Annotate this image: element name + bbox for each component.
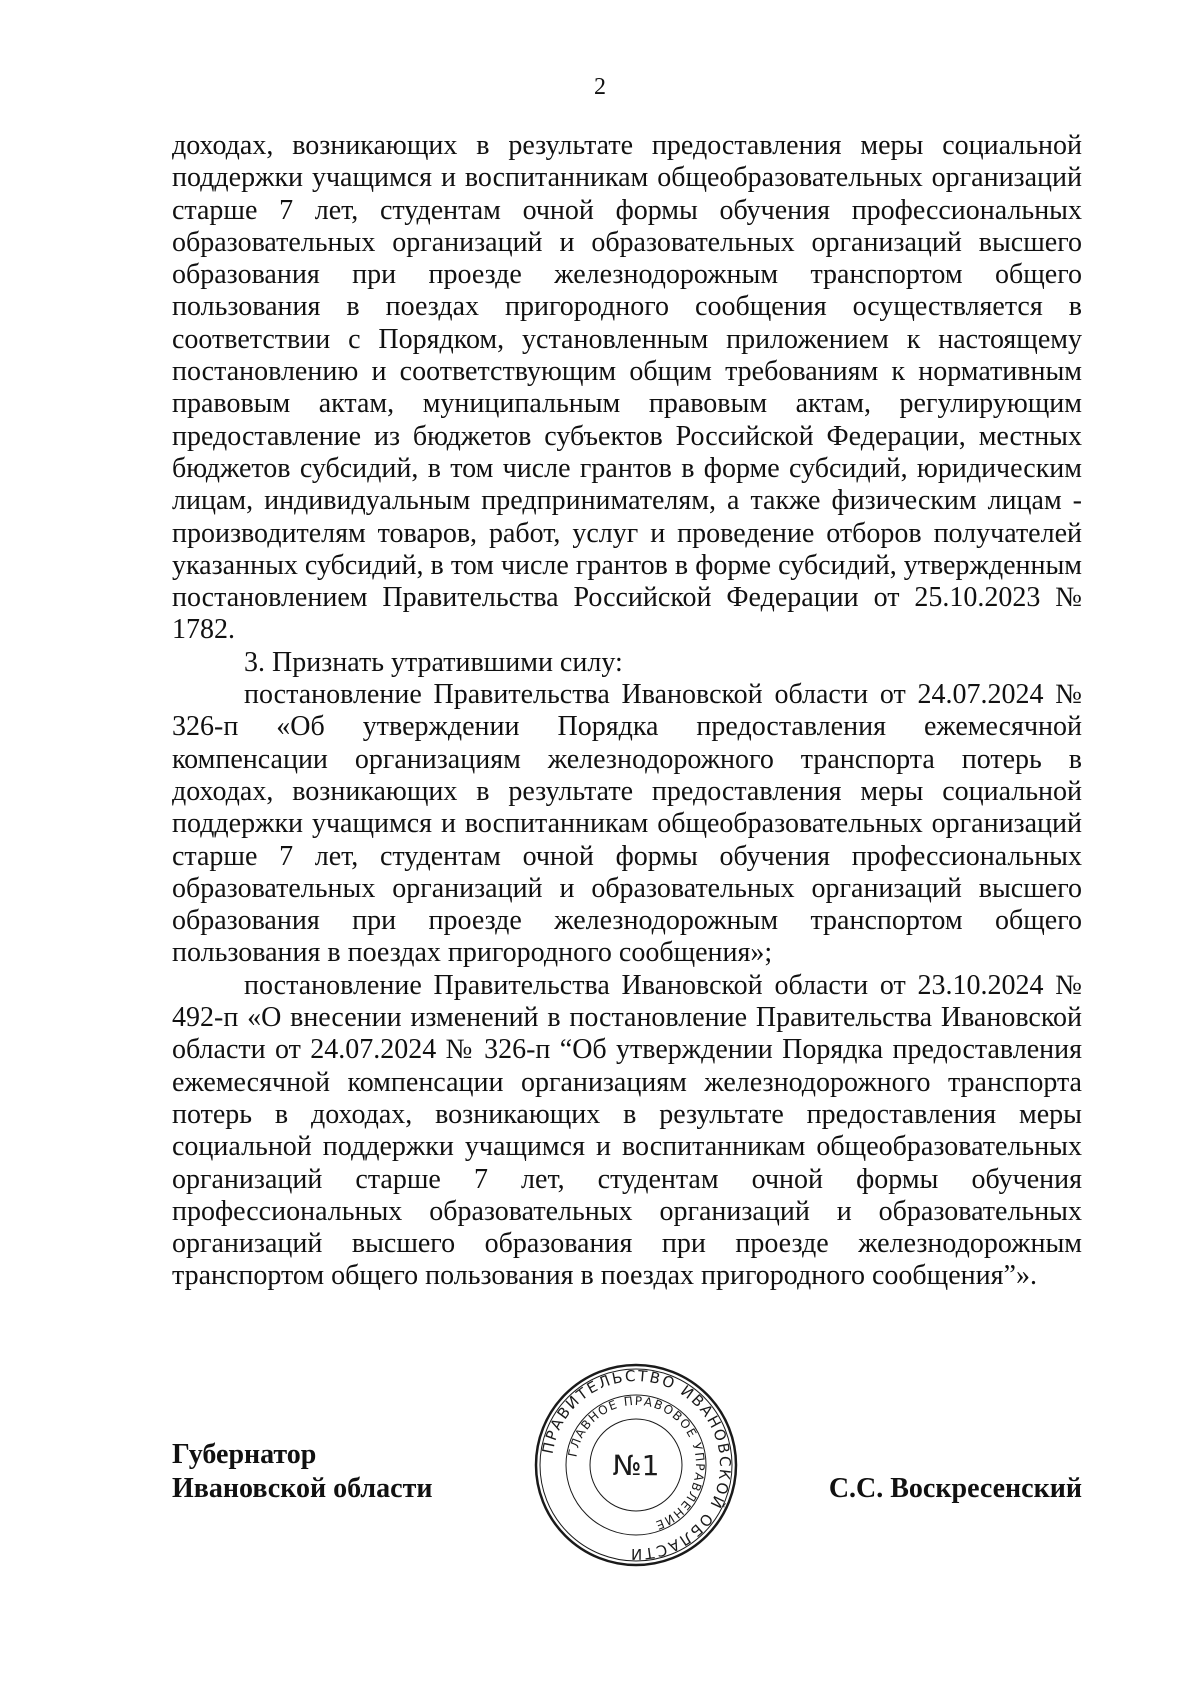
page-number: 2 [594, 74, 606, 100]
seal-center-number: №1 [612, 1449, 660, 1482]
paragraph-repealed-act-2: постановление Правительства Ивановской области от 23.10.2024 № 492-п «О внесении изменений в постановление Правительства Ивановской области от 24.07.2024 № 326-п “Об утверждении Порядка предоставления ежемесячной компенсации организациям железнодорожного транспорта потерь в доходах, возникающих в результате предоставления меры социальной поддержки учащимся и воспитанникам общеобразовательных организаций старше 7 лет, студентам очной формы обучения профессиональных образовательных организаций и образовательных организаций высшего образования при проезде железнодорожным транспортом общего пользования в поездах пригородного сообщения”». [172, 969, 1082, 1292]
paragraph-continuation: доходах, возникающих в результате предоставления меры социальной поддержки учащимся и воспитанникам общеобразовательных организаций старше 7 лет, студентам очной формы обучения профессиональных образовательных организаций и образовательных организаций высшего образования при проезде железнодорожным транспортом общего пользования в поездах пригородного сообщения осуществляется в соответствии с Порядком, установленным приложением к настоящему постановлению и соответствующим общим требованиям к нормативным правовым актам, муниципальным правовым актам, регулирующим предоставление из бюджетов субъектов Российской Федерации, местных бюджетов субсидий, в том числе грантов в форме субсидий, юридическим лицам, индивидуальным предпринимателям, а также физическим лицам - производителям товаров, работ, услуг и проведение отборов получателей указанных субсидий, в том числе грантов в форме субсидий, утвержденным постановлением Правительства Российской Федерации от 25.10.2023 № 1782. [172, 130, 1082, 646]
signatory-position-line-2: Ивановской области [172, 1473, 433, 1504]
paragraph-item-3: 3. Признать утратившими силу: [244, 646, 623, 678]
signatory-name: С.С. Воскресенский [828, 1473, 1082, 1504]
document-body [172, 130, 1082, 1293]
paragraph-repealed-act-1: постановление Правительства Ивановской области от 24.07.2024 № 326-п «Об утверждении Порядка предоставления ежемесячной компенсации организациям железнодорожного транспорта потерь в доходах, возникающих в результате предоставления меры социальной поддержки учащимся и воспитанникам общеобразовательных организаций старше 7 лет, студентам очной формы обучения профессиональных образовательных организаций и образовательных организаций высшего образования при проезде железнодорожным транспортом общего пользования в поездах пригородного сообщения»; [172, 679, 1082, 969]
seal-outer-text: ПРАВИТЕЛЬСТВО ИВАНОВСКОЙ ОБЛАСТИ [538, 1366, 735, 1564]
seal-inner-text: ГЛАВНОЕ ПРАВОВОЕ УПРАВЛЕНИЕ [565, 1393, 708, 1533]
official-seal [533, 1362, 739, 1568]
signatory-position [172, 1438, 432, 1506]
signatory-position-line-1: Губернатор [172, 1439, 317, 1470]
